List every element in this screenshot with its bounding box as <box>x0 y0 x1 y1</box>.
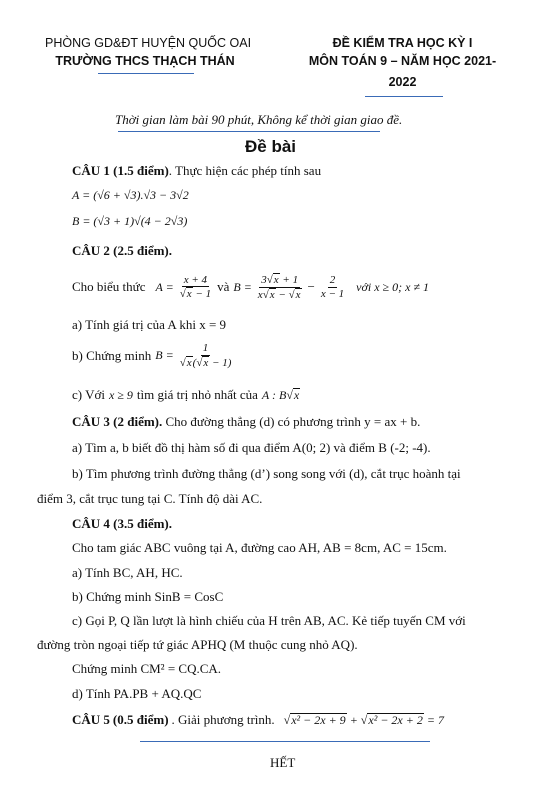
q2-minus: − <box>307 279 315 295</box>
q2-c-expr: A : B√x <box>261 387 300 402</box>
q3-part-a: a) Tìm a, b biết đồ thị hàm số đi qua điểm A(0; 2) và điểm B (-2; -4). <box>72 440 431 455</box>
q5-points: (0.5 điểm) <box>112 712 169 727</box>
q2-part-c-line <box>72 387 300 403</box>
time-note-underline <box>118 131 380 132</box>
q1-text: . Thực hiện các phép tính sau <box>168 163 322 178</box>
question-1 <box>72 163 321 179</box>
q2-c-cond: x ≥ 9 <box>109 387 133 402</box>
end-divider <box>140 741 430 742</box>
q4-part-b: b) Chứng minh SinB = CosC <box>72 589 224 604</box>
time-note: Thời gian làm bài 90 phút, Không kể thời gian giao đề. <box>115 112 403 127</box>
q2-intro: Cho biểu thức <box>72 279 146 295</box>
q2-part-b-line <box>72 342 233 369</box>
q3-text: Cho đường thẳng (d) có phương trình y = ax + b. <box>162 414 421 429</box>
page-title: Đề bài <box>245 137 297 156</box>
q2-var-b: B = <box>233 279 252 294</box>
q1-expression-a: A = (√6 + √3).√3 − 3√2 <box>72 188 189 202</box>
header-right-underline <box>365 96 443 97</box>
q2-var-a: A = <box>155 279 174 294</box>
question-3 <box>72 414 420 430</box>
q3-part-b-1: b) Tìm phương trình đường thẳng (d’) song song với (d), cắt trục hoành tại <box>72 466 461 481</box>
school-name: TRƯỜNG THCS THẠCH THÁN <box>55 54 235 68</box>
q1-points: (1.5 điểm) <box>113 163 169 178</box>
q4-part-c-3: Chứng minh CM² = CQ.CA. <box>72 661 222 676</box>
q4-part-d: d) Tính PA.PB + AQ.QC <box>72 686 202 701</box>
q4-intro: Cho tam giác ABC vuông tại A, đường cao AH, AB = 8cm, AC = 15cm. <box>72 540 447 555</box>
q2-fraction-b2: $\frac{2}{x - 1}$ <box>320 274 345 300</box>
q2-fraction-b1: $\frac{3√x + 1}{x√x - √x}$ <box>257 274 301 301</box>
subject-line-1: MÔN TOÁN 9 – NĂM HỌC 2021- <box>308 54 497 68</box>
q1-label: CÂU 1 <box>72 163 110 178</box>
q5-label: CÂU 5 <box>72 712 110 727</box>
end-mark: HẾT <box>270 755 296 770</box>
q2-fraction-a: $\frac{x + 4}{√x - 1}$ <box>179 273 212 301</box>
q2-b-var: B = <box>155 348 174 363</box>
q4-part-c-2: đường tròn ngoại tiếp tứ giác APHQ (M thuộc cung nhỏ AQ). <box>37 637 358 652</box>
q2-and: và <box>217 279 230 295</box>
q2-b-fraction: $\frac{1}{√x(√x - 1)}$ <box>179 342 232 369</box>
department-name: PHÒNG GD&ĐT HUYỆN QUỐC OAI <box>45 36 252 50</box>
question-5 <box>72 712 444 728</box>
exam-title: ĐỀ KIỂM TRA HỌC KỲ I <box>332 36 473 50</box>
school-underline <box>98 73 194 74</box>
q5-text: . Giải phương trình. <box>171 712 275 727</box>
q3-part-b-2: điểm 3, cắt trục tung tại C. Tính độ dài AC. <box>37 491 263 506</box>
q2-label: CÂU 2 (2.5 điểm). <box>72 243 173 258</box>
subject-line-2: 2022 <box>388 75 417 89</box>
q3-label: CÂU 3 (2 điểm). <box>72 414 163 429</box>
q2-intro-line <box>72 273 429 301</box>
q2-part-c2: tìm giá trị nhỏ nhất của <box>136 387 258 402</box>
q5-equation: √x² − 2x + 9 + √x² − 2x + 2 = 7 <box>283 712 444 727</box>
q2-part-a: a) Tính giá trị của A khi x = 9 <box>72 317 227 332</box>
q4-part-c-1: c) Gọi P, Q lần lượt là hình chiếu của H trên AB, AC. Kẻ tiếp tuyến CM với <box>72 613 466 628</box>
q2-condition: với x ≥ 0; x ≠ 1 <box>356 279 430 294</box>
q4-label: CÂU 4 (3.5 điểm). <box>72 516 173 531</box>
q2-part-b: b) Chứng minh <box>72 347 152 363</box>
q2-part-c: c) Với <box>72 387 105 402</box>
q4-part-a: a) Tính BC, AH, HC. <box>72 565 183 580</box>
q1-expression-b: B = (√3 + 1)√(4 − 2√3) <box>72 214 188 228</box>
